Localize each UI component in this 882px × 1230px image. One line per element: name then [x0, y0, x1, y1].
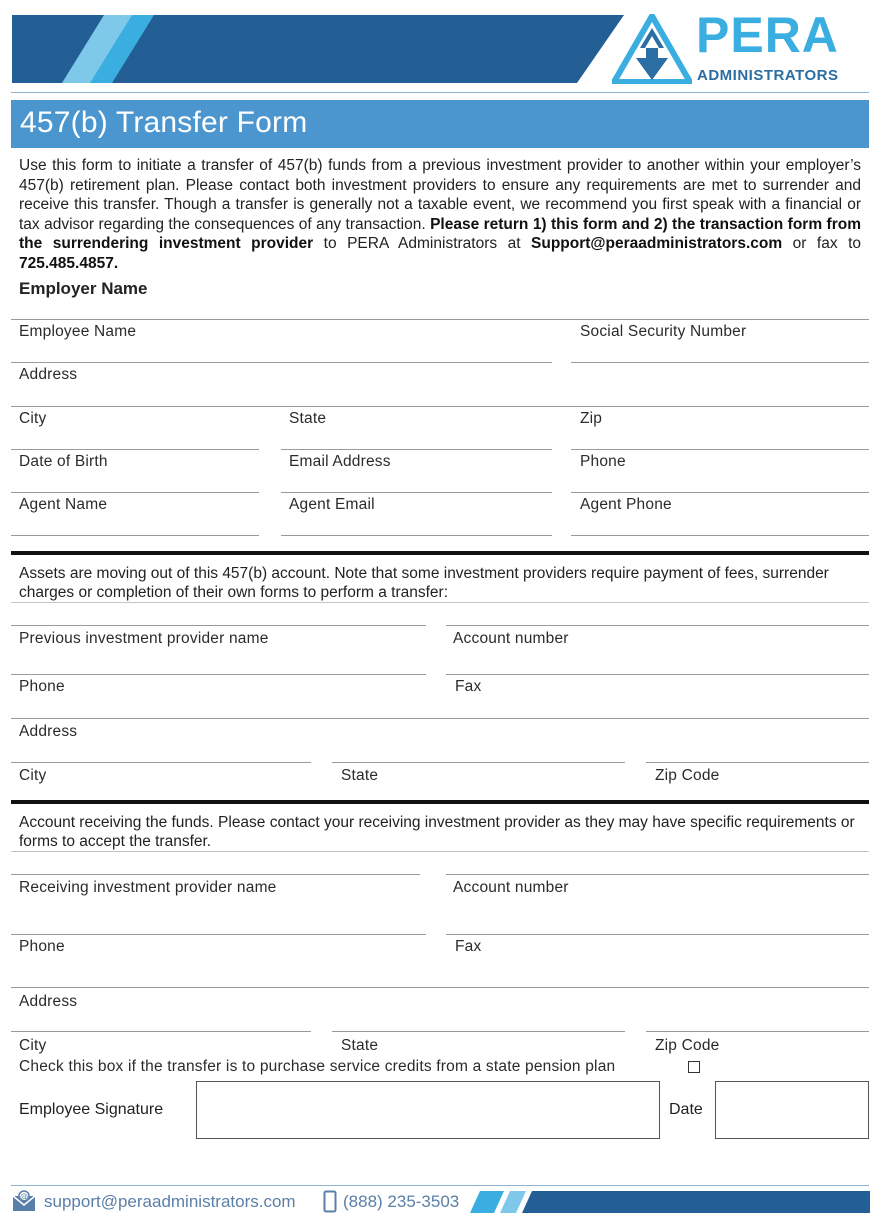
- employee-state-field[interactable]: [281, 449, 552, 450]
- signature-box[interactable]: [196, 1081, 660, 1139]
- employee-address-field[interactable]: [11, 406, 869, 407]
- receiving-account-line: [446, 874, 869, 875]
- pension-checkbox-label: Check this box if the transfer is to purchase service credits from a state pension plan: [19, 1058, 616, 1075]
- header-divider: [11, 92, 869, 93]
- receiving-zip-label: Zip Code: [655, 1037, 720, 1054]
- employee-zip-label: Zip: [580, 410, 603, 427]
- receiving-fax-label: Fax: [455, 938, 482, 955]
- email-icon: [12, 1190, 36, 1212]
- agent-name-label: Agent Name: [19, 496, 108, 513]
- intro-text: Use this form to initiate a transfer of 457(b) funds from a previous investment provider to another within your employer’s 457(b) retirement plan. Please contact both investment providers to ensure any requirements are met to surrender and receive this transfer. Though a transfer is generally not a taxable event, we recommend you first speak with a financial or tax advisor regarding the consequences of any transaction.: [19, 157, 861, 233]
- employee-name-label: Employee Name: [19, 323, 137, 340]
- intro-text-2: to PERA Administrators at: [313, 235, 532, 252]
- divider: [11, 602, 869, 603]
- intro-paragraph: [19, 156, 861, 273]
- logo-subtext: ADMINISTRATORS: [697, 67, 839, 84]
- date-box[interactable]: [715, 1081, 869, 1139]
- previous-phone-label: Phone: [19, 678, 65, 695]
- footer-stripes: [470, 1191, 870, 1213]
- dob-field[interactable]: [11, 492, 259, 493]
- receiving-provider-field[interactable]: [11, 934, 426, 935]
- previous-account-label: Account number: [453, 630, 569, 647]
- employee-address-label: Address: [19, 366, 78, 383]
- support-email[interactable]: Support@peraadministrators.com: [531, 235, 783, 252]
- receiving-address-label: Address: [19, 993, 78, 1010]
- employee-city-label: City: [19, 410, 47, 427]
- agent-email-label: Agent Email: [289, 496, 375, 513]
- previous-zip-label: Zip Code: [655, 767, 720, 784]
- pera-logo-icon: [612, 14, 692, 84]
- agent-email-field[interactable]: [281, 535, 552, 536]
- logo-text: PERA: [696, 7, 839, 63]
- section-divider: [11, 551, 869, 555]
- receiving-state-label: State: [341, 1037, 379, 1054]
- intro-return-instruction: Please return 1) this form and 2) the transaction form from the surrendering investment provider: [19, 215, 861, 252]
- receiving-address-field-2[interactable]: [332, 1031, 625, 1032]
- agent-phone-label: Agent Phone: [580, 496, 672, 513]
- receiving-address-field[interactable]: [11, 1031, 311, 1032]
- ssn-field[interactable]: [571, 362, 869, 363]
- ssn-label: Social Security Number: [580, 323, 747, 340]
- previous-city-label: City: [19, 767, 47, 784]
- employer-name-field[interactable]: [11, 319, 869, 320]
- employee-name-field[interactable]: [11, 362, 552, 363]
- previous-state-label: State: [341, 767, 379, 784]
- intro-text-3: or fax to: [782, 235, 861, 252]
- previous-fax-label: Fax: [455, 678, 482, 695]
- divider: [11, 851, 869, 852]
- fax-number: 725.485.4857.: [19, 254, 119, 272]
- receiving-provider-label: Receiving investment provider name: [19, 879, 277, 896]
- previous-account-field[interactable]: [446, 674, 869, 675]
- receiving-phone-fax-field[interactable]: [11, 987, 869, 988]
- email-label: Email Address: [289, 453, 391, 470]
- employee-phone-field[interactable]: [571, 492, 869, 493]
- signature-label: Employee Signature: [19, 1101, 164, 1118]
- email-field[interactable]: [281, 492, 552, 493]
- footer-divider: [11, 1185, 869, 1186]
- previous-provider-field[interactable]: [11, 674, 426, 675]
- previous-phone-fax-field[interactable]: [11, 718, 869, 719]
- receiving-address-field-3[interactable]: [646, 1031, 869, 1032]
- employee-phone-label: Phone: [580, 453, 626, 470]
- pension-checkbox[interactable]: [688, 1061, 700, 1073]
- phone-icon: [323, 1190, 337, 1214]
- agent-name-field[interactable]: [11, 535, 259, 536]
- page-title: 457(b) Transfer Form: [20, 106, 308, 139]
- receiving-provider-line: [11, 874, 420, 875]
- receiving-phone-label: Phone: [19, 938, 65, 955]
- footer-phone: (888) 235-3503: [343, 1192, 460, 1211]
- previous-account-line: [446, 625, 869, 626]
- receiving-account-field[interactable]: [446, 934, 869, 935]
- svg-text:@: @: [20, 1192, 28, 1201]
- date-label: Date: [669, 1101, 703, 1118]
- footer-email[interactable]: support@peraadministrators.com: [44, 1192, 296, 1211]
- section-divider: [11, 800, 869, 804]
- employee-zip-field[interactable]: [571, 449, 869, 450]
- previous-provider-label: Previous investment provider name: [19, 630, 269, 647]
- receiving-city-label: City: [19, 1037, 47, 1054]
- employee-state-label: State: [289, 410, 327, 427]
- dob-label: Date of Birth: [19, 453, 108, 470]
- previous-provider-line: [11, 625, 426, 626]
- previous-address-field[interactable]: [11, 762, 311, 763]
- receiving-instructions: Account receiving the funds. Please contact your receiving investment provider as they may have specific requirements or forms to accept the transfer.: [19, 814, 855, 850]
- receiving-account-label: Account number: [453, 879, 569, 896]
- previous-instructions: Assets are moving out of this 457(b) account. Note that some investment providers require payment of fees, surrender charges or completion of their own forms to perform a transfer:: [19, 565, 829, 601]
- previous-address-field-2[interactable]: [332, 762, 625, 763]
- agent-phone-field[interactable]: [571, 535, 869, 536]
- employee-city-field[interactable]: [11, 449, 259, 450]
- previous-address-field-3[interactable]: [646, 762, 869, 763]
- previous-address-label: Address: [19, 723, 78, 740]
- employer-name-label: Employer Name: [19, 279, 148, 298]
